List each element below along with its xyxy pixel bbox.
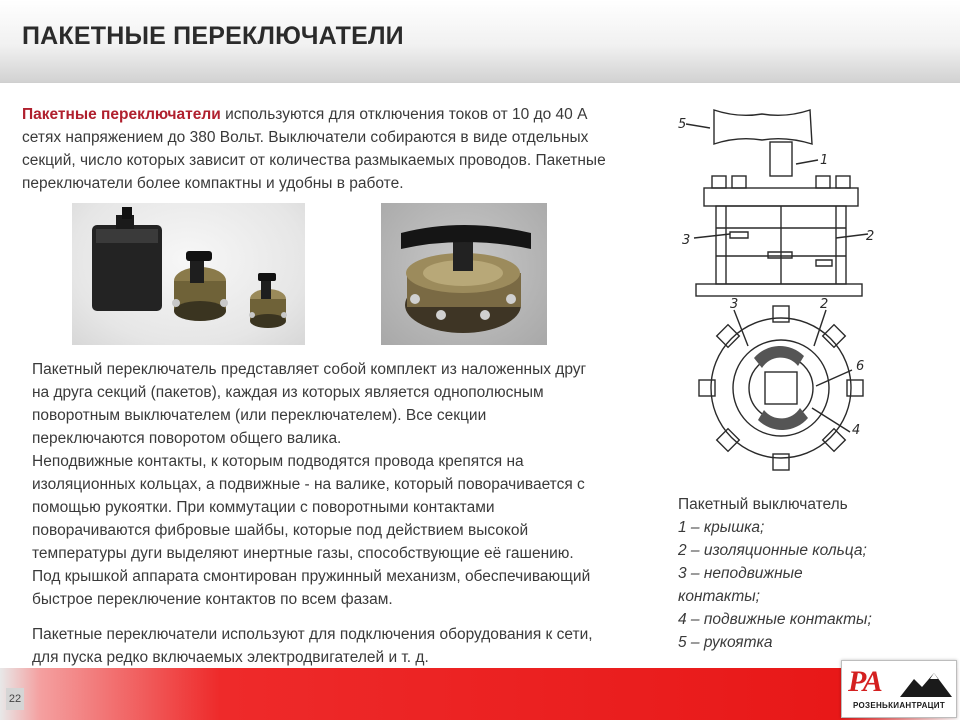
title-bar xyxy=(0,0,960,83)
mountain-icon xyxy=(900,671,952,697)
switch-closeup-photo xyxy=(381,203,547,345)
diagram-label: 3 xyxy=(730,297,739,312)
body-line: изоляционных кольцах, а подвижные - на валике, который поворачивается с xyxy=(32,476,585,493)
caption-item: 5 – рукоятка xyxy=(678,634,773,651)
body-line: температуры дуги выделяют инертные газы, способствующие её гашению. xyxy=(32,545,574,562)
page-number: 22 xyxy=(6,688,24,710)
caption-item: 1 – крышка; xyxy=(678,519,765,536)
slide-title: ПАКЕТНЫЕ ПЕРЕКЛЮЧАТЕЛИ xyxy=(22,22,404,50)
logo-text: РОЗЕНЬКИАНТРАЦИТ xyxy=(852,701,946,710)
caption-item: контакты; xyxy=(678,588,760,605)
footer-bar xyxy=(0,668,960,720)
body-line: Пакетные переключатели используют для подключения оборудования к сети, xyxy=(32,626,593,643)
intro-line-2: сетях напряжением до 380 Вольт. Выключатели собираются в виде отдельных xyxy=(22,129,589,146)
company-logo xyxy=(841,660,957,718)
switch-closeup-illustration xyxy=(381,203,547,345)
caption-item: 4 – подвижные контакты; xyxy=(678,611,872,628)
diagram-label: 3 xyxy=(682,233,691,248)
body-text xyxy=(32,358,660,669)
body-line: на друга секций (пакетов), каждая из которых является однополюсным xyxy=(32,384,544,401)
body-line: поворачиваются фибровые шайбы, которые под действием высокой xyxy=(32,522,529,539)
intro-paragraph xyxy=(22,103,662,195)
body-line: для пуска редко включаемых электродвигателей и т. д. xyxy=(32,649,429,666)
diagram-label: 2 xyxy=(820,297,829,312)
switches-photo xyxy=(72,203,305,345)
diagram-label: 6 xyxy=(856,359,865,374)
body-line: переключаются поворотом общего валика. xyxy=(32,430,342,447)
body-line: быстрое переключение контактов по всем фазам. xyxy=(32,591,393,608)
intro-line-4: переключатели более компактны и удобны в работе. xyxy=(22,175,404,192)
body-line: поворотным выключателем (или переключателем). Все секции xyxy=(32,407,487,424)
diagram-label: 1 xyxy=(820,153,829,168)
body-line: Неподвижные контакты, к которым подводятся провода крепятся на xyxy=(32,453,524,470)
logo-mark: РА xyxy=(848,665,882,698)
caption-item: 2 – изоляционные кольца; xyxy=(678,542,867,559)
intro-highlight: Пакетные переключатели xyxy=(22,106,221,123)
diagram-label: 5 xyxy=(678,117,687,132)
intro-line-3: секций, число которых зависит от количества размыкаемых проводов. Пакетные xyxy=(22,152,606,169)
body-line: Пакетный переключатель представляет собой комплект из наложенных друг xyxy=(32,361,587,378)
caption-item: 3 – неподвижные xyxy=(678,565,803,582)
body-line: помощью рукоятки. При коммутации с поворотными контактами xyxy=(32,499,495,516)
switches-illustration xyxy=(72,203,305,345)
diagram-caption xyxy=(678,493,948,654)
body-line: Под крышкой аппарата смонтирован пружинный механизм, обеспечивающий xyxy=(32,568,591,585)
switch-diagram xyxy=(676,88,886,490)
caption-title: Пакетный выключатель xyxy=(678,496,848,513)
diagram-label: 2 xyxy=(866,229,875,244)
diagram-label: 4 xyxy=(852,423,861,438)
intro-line-1: используются для отключения токов от 10 до 40 А xyxy=(220,106,588,123)
